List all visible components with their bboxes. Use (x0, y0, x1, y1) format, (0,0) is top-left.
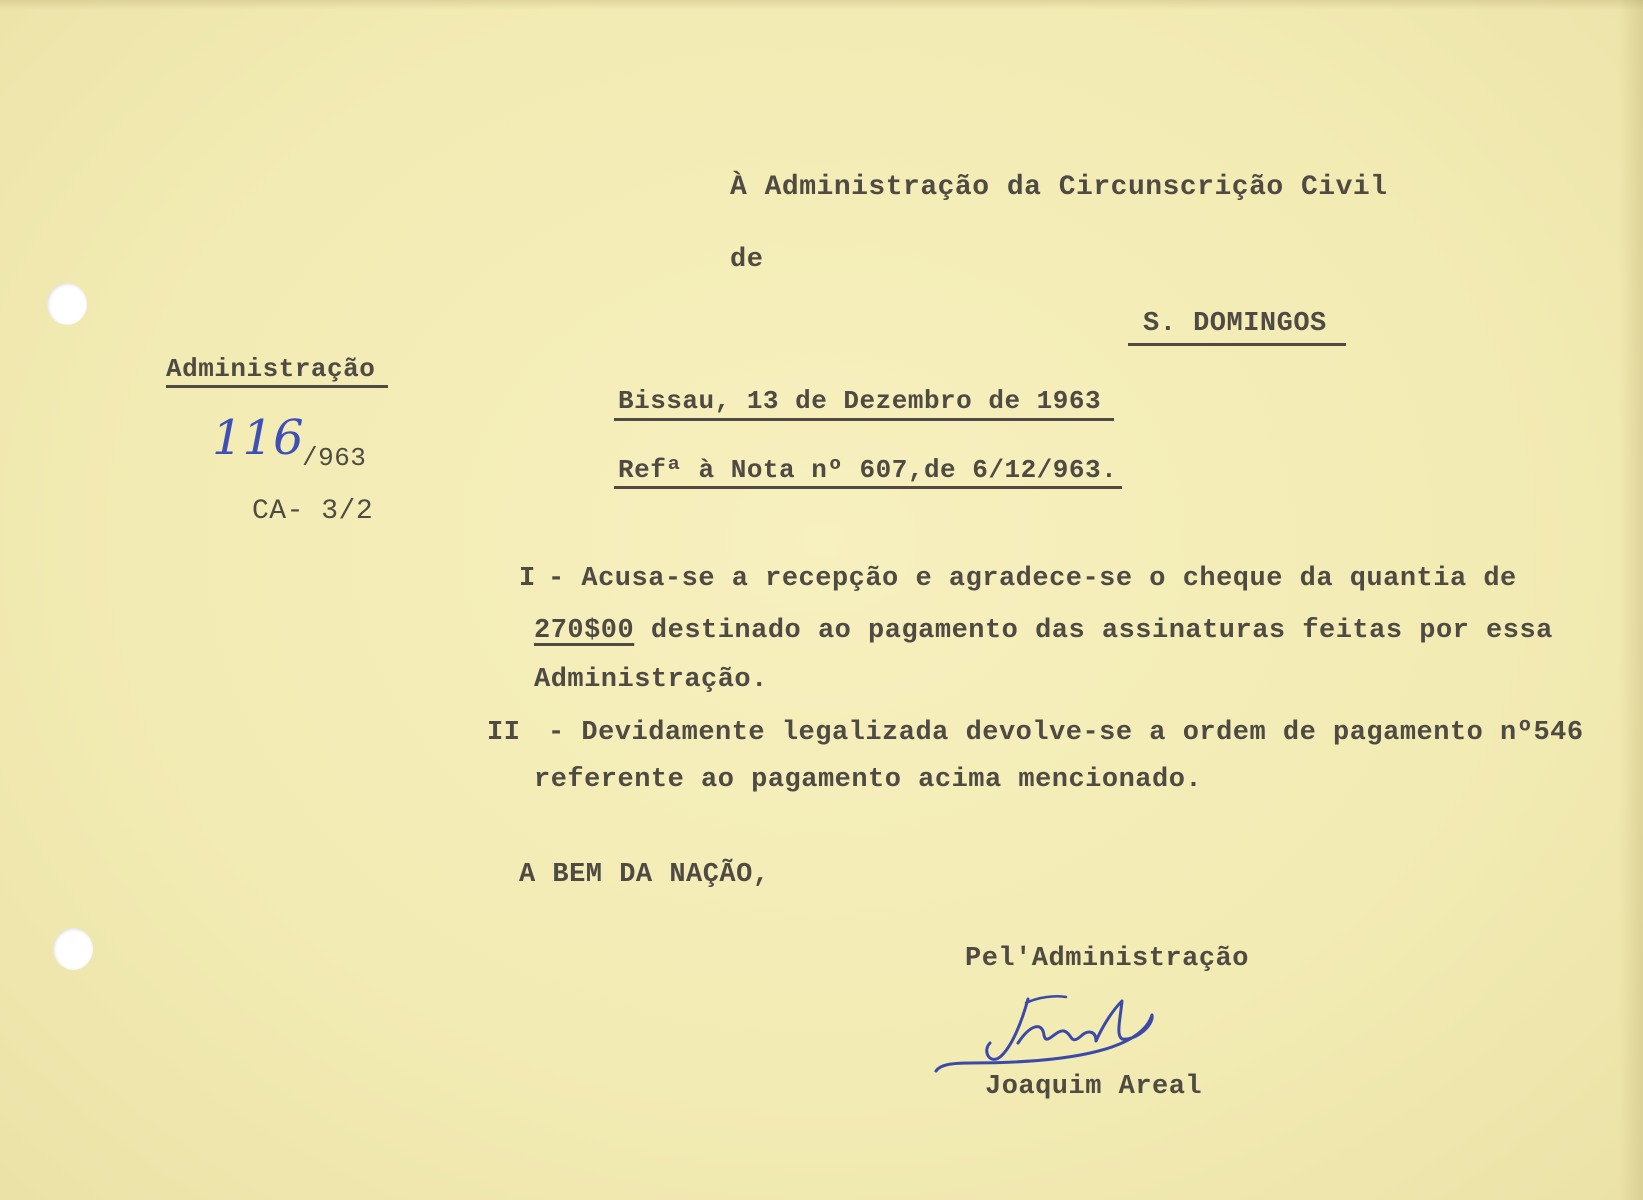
sender-code: CA- 3/2 (252, 496, 374, 527)
paragraph-1-line-2 (534, 616, 1553, 646)
sender-department: Administração (166, 354, 376, 384)
paragraph-1-line-3: Administração. (534, 665, 768, 695)
cheque-amount: 270$00 (534, 616, 635, 646)
place-date: Bissau, 13 de Dezembro de 1963 (618, 386, 1102, 416)
punch-hole-bottom (53, 928, 93, 970)
reference-underline (614, 486, 1122, 489)
closing-signoff: Pel'Administração (965, 944, 1249, 974)
place-date-underline (614, 418, 1114, 421)
sender-department-underline (166, 385, 388, 388)
signatory-name: Joaquim Areal (985, 1072, 1203, 1102)
paragraph-2-line-1: - Devidamente legalizada devolve-se a ordem de pagamento nº546 (548, 718, 1584, 748)
paragraph-1-line-2-text: destinado ao pagamento das assinaturas feitas por essa (634, 616, 1553, 646)
paper-top-edge (0, 0, 1643, 10)
handwritten-number: 116 (212, 410, 304, 466)
recipient-preposition: de (730, 245, 764, 275)
paragraph-1-label: I (519, 564, 536, 594)
paper-right-edge (1619, 0, 1643, 1200)
reference-line: Refª à Nota nº 607,de 6/12/963. (618, 455, 1118, 485)
punch-hole-top (47, 283, 87, 325)
recipient-line: À Administração da Circunscrição Civil (730, 172, 1388, 203)
sender-number-suffix: /963 (302, 443, 367, 473)
paragraph-2-line-2: referente ao pagamento acima mencionado. (534, 765, 1203, 795)
recipient-place-underline (1128, 343, 1346, 346)
paragraph-2-label: II (487, 718, 521, 748)
closing-salutation: A BEM DA NAÇÃO, (519, 860, 770, 890)
paragraph-1-line-1: - Acusa-se a recepção e agradece-se o cheque da quantia de (548, 564, 1517, 594)
recipient-place: S. DOMINGOS (1143, 309, 1327, 339)
